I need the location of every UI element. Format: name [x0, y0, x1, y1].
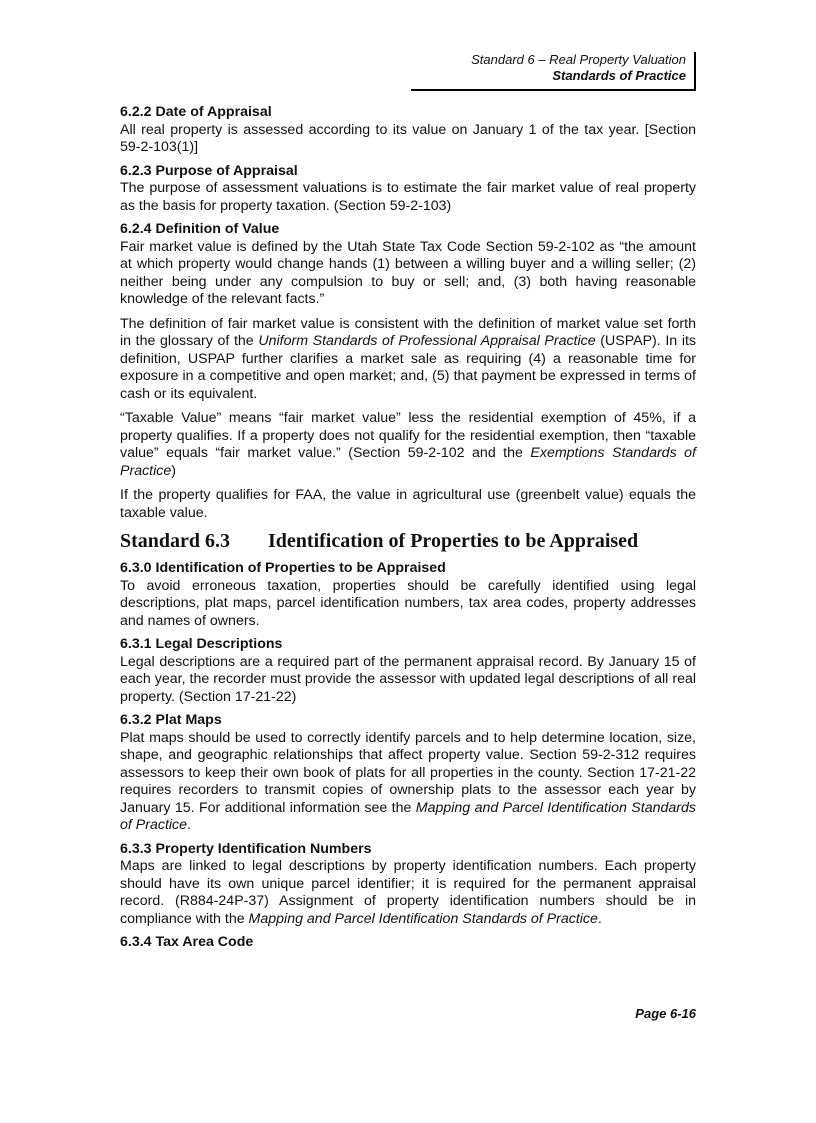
reference-exemptions: Exemptions Standards of Practice [120, 445, 696, 479]
section-text: Plat maps should be used to correctly identify parcels and to help determine location, size, shape, and geographic relationships that affect property value. Section 59-2-312 requires assessors to keep their own book of plats for all properties in the county. Section 17-21-22 requires recorders to transmit copies of ownership plats to the assessor each year by January 15. For additional information see the Mapping and Parcel Identification Standards of Practice. [120, 729, 696, 833]
running-header [411, 52, 696, 91]
header-title: Standard 6 – Real Property Valuation [471, 52, 686, 67]
section-6-3-2 [120, 712, 696, 835]
section-text: Maps are linked to legal descriptions by property identification numbers. Each property should have its own unique parcel identifier; it is required for the permanent appraisal record. (R884-24P-37) Assignment of property identification numbers should be in compliance with the Mapping and Parcel Identification Standards of Practice. [120, 858, 696, 927]
section-heading: 6.2.4 Definition of Value [120, 221, 280, 237]
reference-mapping: Mapping and Parcel Identification Standards of Practice [120, 799, 696, 833]
page-number: Page 6-16 [635, 1006, 696, 1021]
section-heading: 6.3.1 Legal Descriptions [120, 636, 283, 652]
document-body [120, 104, 696, 958]
section-text: Legal descriptions are a required part of the permanent appraisal record. By January 15 of each year, the recorder must provide the assessor with updated legal descriptions of all real property. (Section 17-21-22) [120, 653, 696, 705]
section-6-2-4 [120, 221, 696, 309]
standard-number: Standard 6.3 [120, 530, 231, 552]
section-6-3-1 [120, 636, 696, 706]
section-text: To avoid erroneous taxation, properties should be carefully identified using legal descriptions, plat maps, parcel identification numbers, tax area codes, property addresses and names of owners. [120, 577, 696, 629]
header-subtitle: Standards of Practice [552, 68, 686, 83]
reference-uspap: Uniform Standards of Professional Appraisal Practice [258, 333, 596, 349]
section-6-2-2 [120, 104, 696, 157]
section-6-3-3 [120, 841, 696, 929]
section-text: All real property is assessed according to its value on January 1 of the tax year. [Section 59-2-103(1)] [120, 121, 696, 155]
section-heading: 6.3.2 Plat Maps [120, 712, 222, 728]
paragraph-taxable-value: “Taxable Value” means “fair market value” less the residential exemption of 45%, if a property qualifies. If a property does not qualify for the residential exemption, then “taxable value” equals “fair market value.” (Section 59-2-102 and the Exemptions Standards of Practice) [120, 410, 696, 479]
section-6-3-4 [120, 934, 696, 952]
section-heading: 6.2.3 Purpose of Appraisal [120, 162, 298, 179]
reference-mapping: Mapping and Parcel Identification Standards of Practice [248, 910, 598, 927]
section-heading: 6.3.0 Identification of Properties to be Appraised [120, 560, 446, 576]
paragraph-faa: If the property qualifies for FAA, the value in agricultural use (greenbelt value) equals the taxable value. [120, 487, 696, 521]
paragraph-uspap: The definition of fair market value is consistent with the definition of market value set forth in the glossary of the Uniform Standards of Professional Appraisal Practice (USPAP). In its definition, USPAP further clarifies a market sale as requiring (4) a reasonable time for exposure in a competitive and open market; and, (5) that payment be expressed in terms of cash or its equivalent. [120, 315, 697, 402]
section-heading: 6.3.3 Property Identification Numbers [120, 840, 372, 857]
standard-heading [120, 530, 696, 552]
section-text: Fair market value is defined by the Utah State Tax Code Section 59-2-102 as “the amount at which property would change hands (1) between a willing buyer and a willing seller; (2) neither being under any compulsion to buy or sell; and, (3) both having reasonable knowledge of the relevant facts.” [120, 238, 696, 307]
section-heading: 6.3.4 Tax Area Code [120, 934, 254, 950]
section-heading: 6.2.2 Date of Appraisal [120, 104, 272, 120]
standard-title: Identification of Properties to be Appraised [268, 530, 639, 552]
section-6-2-3 [120, 163, 696, 216]
section-text: The purpose of assessment valuations is to estimate the fair market value of real property as the basis for property taxation. (Section 59-2-103) [120, 180, 696, 214]
section-6-3-0 [120, 560, 696, 630]
